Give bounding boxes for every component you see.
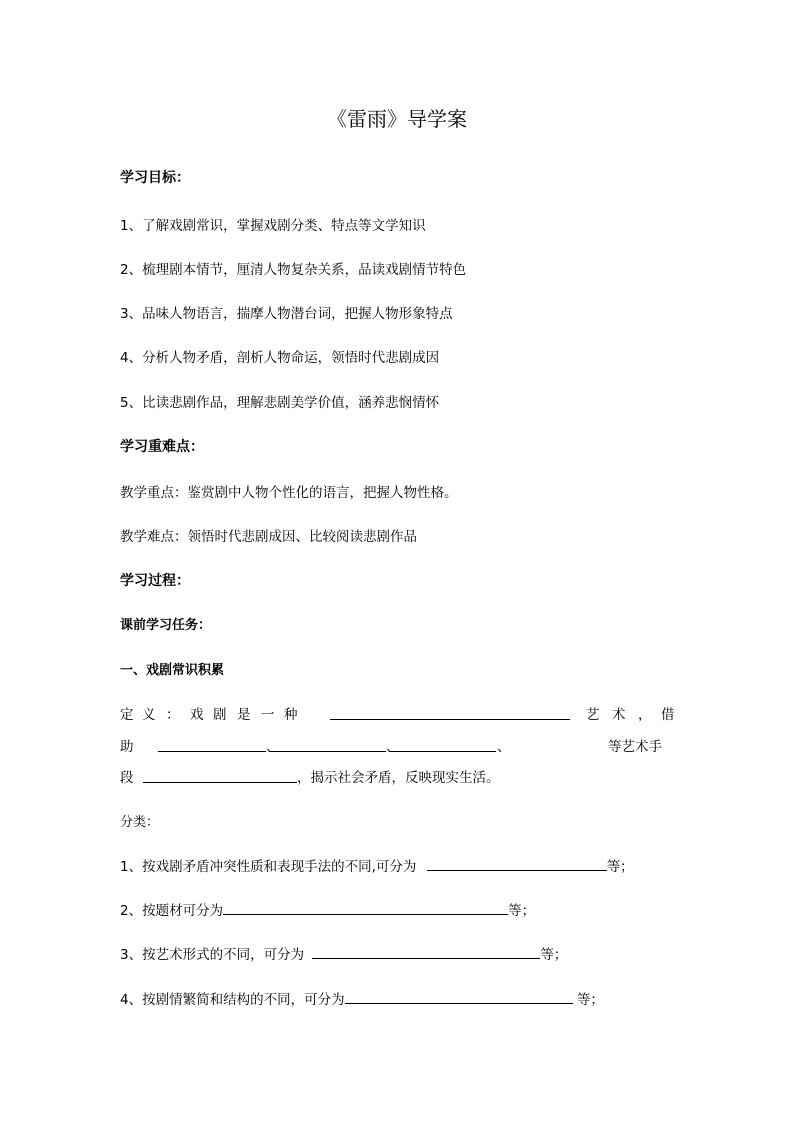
- item-text: 1、按戏剧矛盾冲突性质和表现手法的不同,可分为: [120, 859, 417, 875]
- item-end: 等；: [540, 947, 568, 963]
- def-char: 是: [237, 707, 251, 723]
- def-separator: 、: [386, 739, 400, 755]
- classification-heading: 分类：: [120, 815, 160, 830]
- def-char: 艺: [586, 707, 600, 723]
- fill-blank[interactable]: [312, 944, 540, 959]
- pre-class-task-heading: 课前学习任务：: [120, 618, 212, 633]
- key-point-text: 教学重点：鉴赏剧中人物个性化的语言，把握人物性格。: [120, 485, 458, 501]
- key-difficult-heading: 学习重难点：: [120, 439, 204, 455]
- definition-line-3: [120, 766, 674, 786]
- classification-item-3: [120, 943, 567, 963]
- def-text: 段: [120, 770, 134, 786]
- fill-blank[interactable]: [270, 737, 386, 752]
- item-text: 4、按剧情繁简和结构的不同，可分为: [120, 992, 345, 1008]
- def-char: 定: [120, 707, 134, 723]
- fill-blank[interactable]: [330, 705, 570, 720]
- def-text: ，揭示社会矛盾，反映现实生活。: [297, 770, 500, 786]
- def-separator: 、: [266, 739, 280, 755]
- fill-blank[interactable]: [390, 737, 496, 752]
- difficult-point-text: 教学难点：领悟时代悲剧成因、比较阅读悲剧作品: [120, 529, 417, 545]
- objective-item: 1、了解戏剧常识，掌握戏剧分类、特点等文学知识: [120, 218, 426, 234]
- definition-line-1: [120, 703, 674, 723]
- classification-item-4: [120, 988, 604, 1008]
- process-heading: 学习过程：: [120, 573, 190, 589]
- def-text: 助: [120, 739, 134, 755]
- def-char: 戏: [190, 707, 204, 723]
- objective-item: 5、比读悲剧作品，理解悲剧美学价值，涵养悲悯情怀: [120, 395, 440, 411]
- fill-blank[interactable]: [158, 737, 266, 752]
- item-text: 2、按题材可分为: [120, 903, 224, 919]
- def-separator: 、: [497, 739, 511, 755]
- objective-item: 2、梳理剧本情节，厘清人物复杂关系，品读戏剧情节特色: [120, 262, 467, 278]
- def-char: 剧: [213, 707, 227, 723]
- drama-knowledge-heading: 一、戏剧常识积累: [120, 663, 225, 678]
- fill-blank[interactable]: [143, 768, 297, 783]
- item-end: 等；: [576, 992, 604, 1008]
- def-char: 义: [142, 707, 156, 723]
- fill-blank[interactable]: [223, 900, 508, 915]
- fill-blank[interactable]: [427, 856, 607, 871]
- objective-item: 4、分析人物矛盾，剖析人物命运，领悟时代悲剧成因: [120, 350, 440, 366]
- def-char: 一: [261, 707, 275, 723]
- def-text: 等艺术手: [608, 739, 662, 755]
- def-char: 借: [661, 707, 675, 723]
- item-text: 3、按艺术形式的不同，可分为: [120, 947, 305, 963]
- def-char: 术: [612, 707, 626, 723]
- def-char: ，: [638, 707, 652, 723]
- item-end: 等；: [508, 903, 536, 919]
- def-char: ：: [166, 707, 180, 723]
- fill-blank[interactable]: [345, 989, 573, 1004]
- item-end: 等；: [606, 859, 634, 875]
- classification-item-1: [120, 855, 634, 875]
- page-title: 《雷雨》导学案: [327, 107, 467, 131]
- classification-item-2: [120, 899, 535, 919]
- objective-item: 3、品味人物语言，揣摩人物潜台词，把握人物形象特点: [120, 306, 453, 322]
- def-char: 种: [284, 707, 298, 723]
- objectives-heading: 学习目标：: [120, 170, 190, 186]
- definition-line-2: [120, 735, 674, 755]
